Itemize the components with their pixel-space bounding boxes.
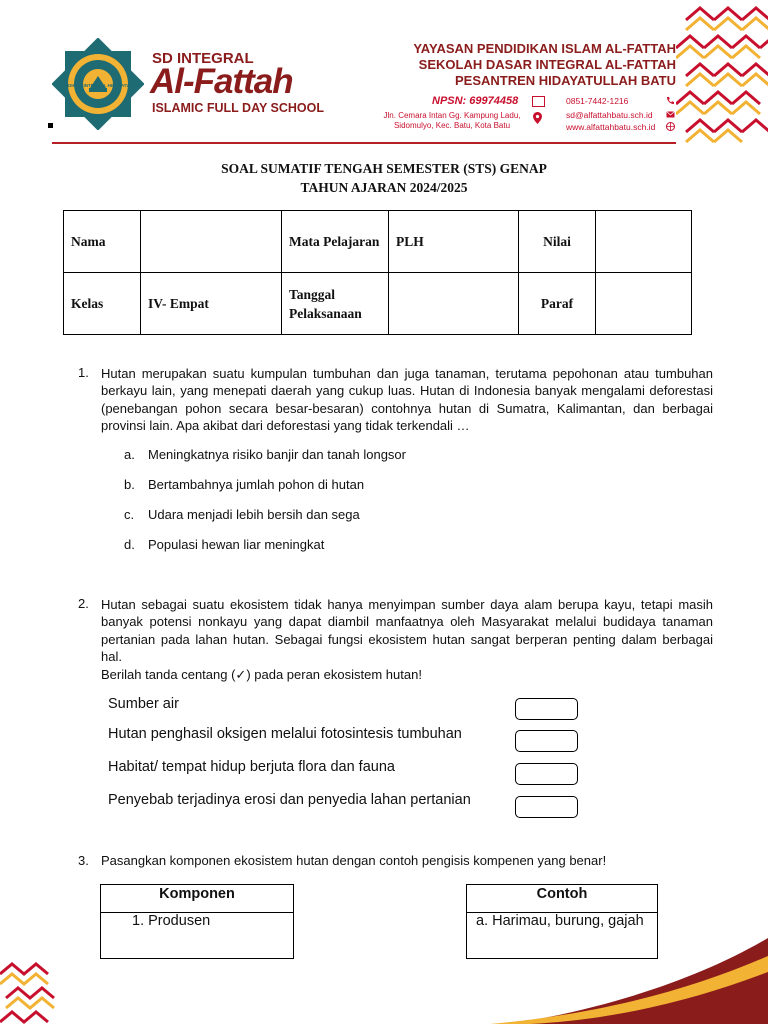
org-name-pesantren: PESANTREN HIDAYATULLAH BATU xyxy=(454,73,676,88)
question-1-option-a[interactable] xyxy=(124,447,406,462)
school-name: SD INTEGRAL xyxy=(152,50,254,67)
option-text: Populasi hewan liar meningkat xyxy=(148,537,325,552)
komponen-table xyxy=(100,884,294,959)
checkbox-sumber-air[interactable] xyxy=(515,698,578,720)
decorative-pattern-top-right xyxy=(676,0,768,150)
mapel-value: PLH xyxy=(389,211,519,273)
nama-field[interactable] xyxy=(141,211,282,273)
location-pin-icon xyxy=(533,112,542,124)
logo-ring-text: PENDIDIKAN INTEGRAL HIDAYATULLAH xyxy=(54,83,142,88)
school-logo xyxy=(52,38,144,130)
paraf-field[interactable] xyxy=(596,273,692,335)
option-label: c. xyxy=(124,507,135,522)
question-3-number: 3. xyxy=(78,853,89,868)
address-line-2: Sidomulyo, Kec. Batu, Kota Batu xyxy=(393,121,511,130)
option-label: a. xyxy=(124,447,135,462)
email-address[interactable]: sd@alfattahbatu.sch.id xyxy=(566,110,653,120)
nilai-label: Nilai xyxy=(519,211,596,273)
tanggal-label: Tanggal Pelaksanaan xyxy=(282,273,389,335)
kelas-label: Kelas xyxy=(64,273,141,335)
decorative-swoosh-bottom-right xyxy=(490,938,768,1024)
mapel-label: Mata Pelajaran xyxy=(282,211,389,273)
checklist-item-label: Sumber air xyxy=(108,696,179,712)
paraf-label: Paraf xyxy=(519,273,596,335)
question-2-instruction: Berilah tanda centang (✓) pada peran ekosistem hutan! xyxy=(101,667,422,682)
contoh-header: Contoh xyxy=(467,885,658,913)
nama-label: Nama xyxy=(64,211,141,273)
checkbox-habitat[interactable] xyxy=(515,763,578,785)
question-1-option-d[interactable] xyxy=(124,537,324,552)
phone-icon xyxy=(666,96,675,105)
address xyxy=(372,111,532,131)
komponen-header: Komponen xyxy=(101,885,294,913)
phone-number[interactable]: 0851-7442-1216 xyxy=(566,96,629,106)
question-1-option-c[interactable] xyxy=(124,507,360,522)
question-1-number: 1. xyxy=(78,365,89,380)
exam-title: SOAL SUMATIF TENGAH SEMESTER (STS) GENAP xyxy=(221,161,547,176)
id-card-icon xyxy=(532,96,545,107)
mail-icon xyxy=(666,110,675,119)
nilai-field[interactable] xyxy=(596,211,692,273)
checkbox-penyebab-erosi[interactable] xyxy=(515,796,578,818)
org-name-school: SEKOLAH DASAR INTEGRAL AL-FATTAH xyxy=(418,57,676,72)
question-2-number: 2. xyxy=(78,596,89,611)
checklist-item-label: Penyebab terjadinya erosi dan penyedia lahan pertanian xyxy=(108,792,471,808)
checkbox-penghasil-oksigen[interactable] xyxy=(515,730,578,752)
tanggal-field[interactable] xyxy=(389,273,519,335)
org-name-foundation: YAYASAN PENDIDIKAN ISLAM AL-FATTAH xyxy=(413,41,676,56)
question-1-text: Hutan merupakan suatu kumpulan tumbuhan dan juga tanaman, terutama pepohonan atau tumbuhan berkayu lain, yang menepati daerah yang cukup luas. Hutan di Indonesia banyak mengalami deforestasi (penebangan pohon secara besar-besaran) contohnya hutan di Sumatra, Kalimantan, dan berbagai provinsi lain. Apa akibat dari deforestasi yang tidak terkendali … xyxy=(101,366,713,433)
option-text: Meningkatnya risiko banjir dan tanah longsor xyxy=(148,447,406,462)
bullet-marker xyxy=(48,123,53,128)
academic-year: TAHUN AJARAN 2024/2025 xyxy=(300,180,468,195)
npsn-text: NPSN: 69974458 xyxy=(432,95,519,107)
option-label: d. xyxy=(124,537,135,552)
student-identity-table xyxy=(63,210,692,335)
contoh-item[interactable]: a. Harimau, burung, gajah xyxy=(467,913,658,959)
question-2-text: Hutan sebagai suatu ekosistem tidak hanya menyimpan sumber daya alam berupa kayu, tetapi masih banyak potensi nonkayu yang dapat diambil manfaatnya oleh Masyarakat melalui budidaya tanaman pertanian pada lahan hutan. Sebagai fungsi ekosistem hutan sangat berperan penting dalam berbagai hal. xyxy=(101,597,713,664)
checklist-item-label: Habitat/ tempat hidup berjuta flora dan fauna xyxy=(108,759,395,775)
decorative-pattern-bottom-left xyxy=(0,958,58,1024)
globe-icon xyxy=(666,122,675,131)
address-line-1: Jln. Cemara Intan Gg. Kampung Ladu, xyxy=(383,111,521,120)
school-brand: Al-Fattah xyxy=(150,62,293,101)
checklist-item-label: Hutan penghasil oksigen melalui fotosintesis tumbuhan xyxy=(108,726,462,742)
komponen-item[interactable]: 1. Produsen xyxy=(101,913,294,959)
question-3-text: Pasangkan komponen ekosistem hutan dengan contoh pengisis kompenen yang benar! xyxy=(101,853,607,868)
header-divider xyxy=(52,142,676,144)
school-tagline: ISLAMIC FULL DAY SCHOOL xyxy=(152,101,325,115)
kelas-value: IV- Empat xyxy=(141,273,282,335)
option-text: Udara menjadi lebih bersih dan sega xyxy=(148,507,360,522)
question-1-option-b[interactable] xyxy=(124,477,364,492)
option-text: Bertambahnya jumlah pohon di hutan xyxy=(148,477,365,492)
option-label: b. xyxy=(124,477,135,492)
website-link[interactable]: www.alfattahbatu.sch.id xyxy=(566,122,656,132)
